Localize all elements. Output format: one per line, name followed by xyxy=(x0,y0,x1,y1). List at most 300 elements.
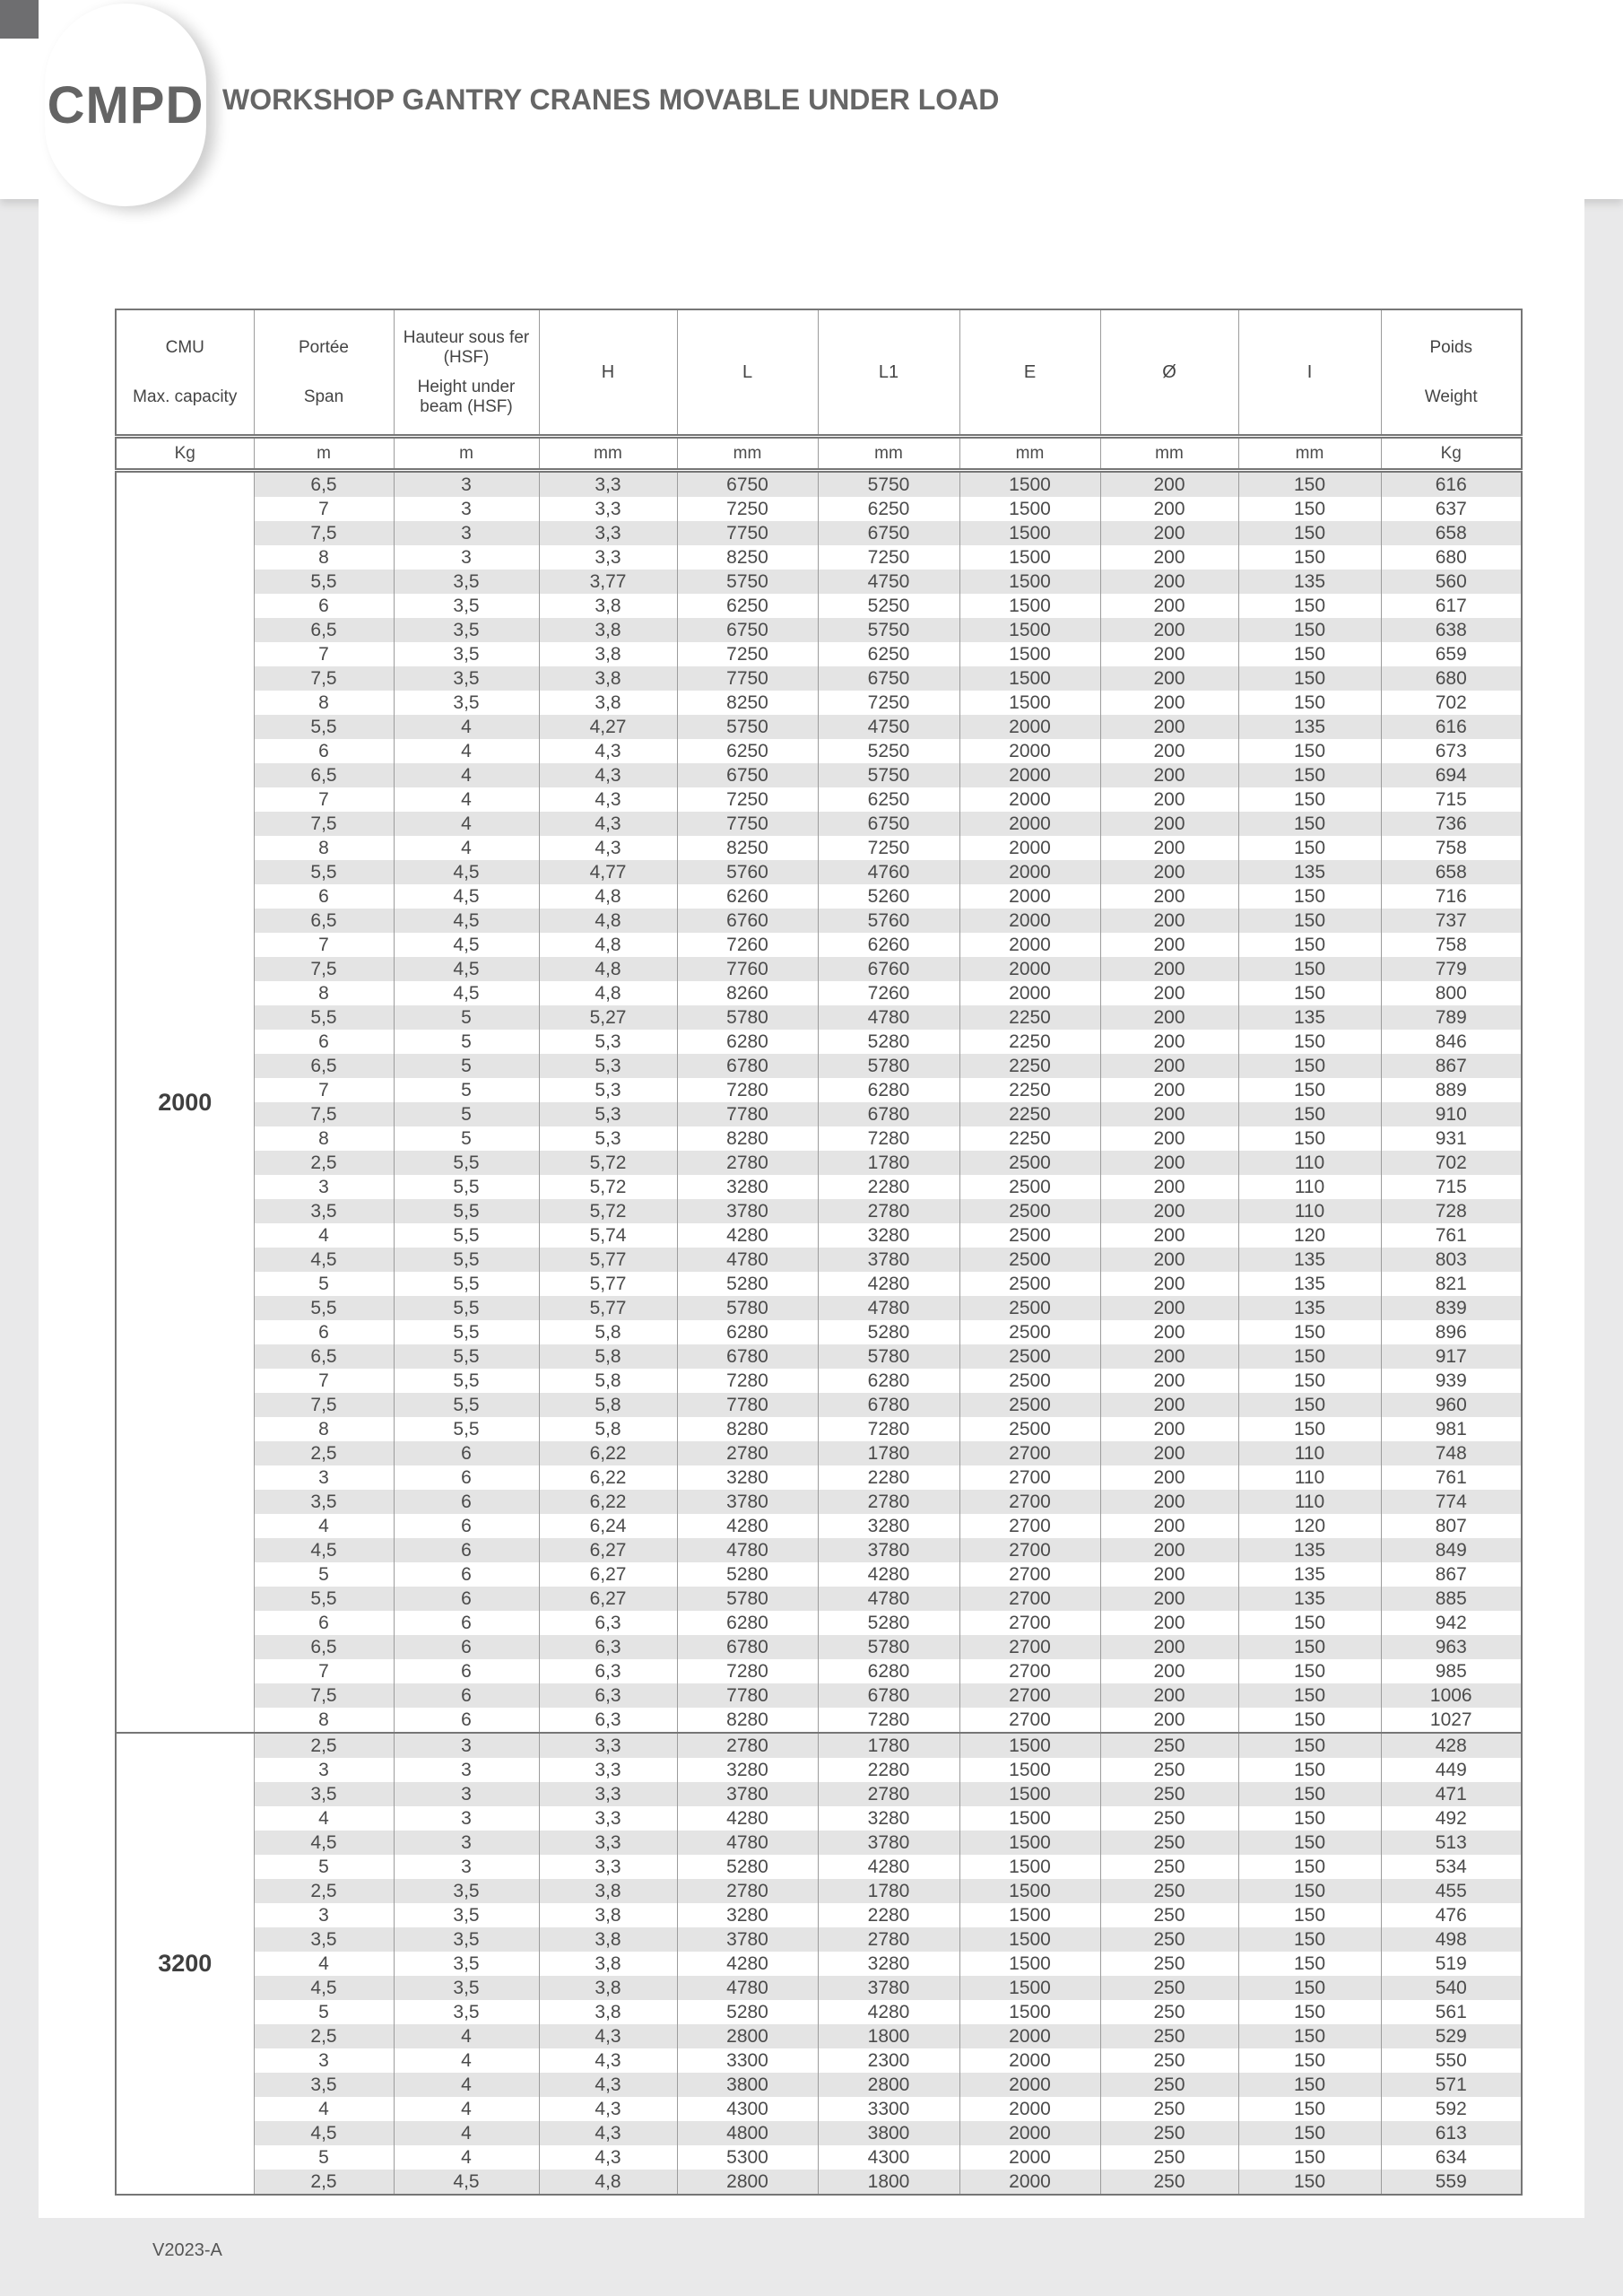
table-cell: 5,3 xyxy=(539,1126,677,1151)
table-cell: 1006 xyxy=(1381,1683,1522,1708)
table-cell: 4,5 xyxy=(394,957,539,981)
data-row xyxy=(116,1708,1522,1733)
data-row xyxy=(116,1758,1522,1782)
table-cell: 5,5 xyxy=(394,1272,539,1296)
table-cell: 200 xyxy=(1100,1102,1238,1126)
table-cell: 3280 xyxy=(677,1465,818,1490)
table-cell: 5750 xyxy=(677,715,818,739)
table-cell: 4,77 xyxy=(539,860,677,884)
table-cell: 150 xyxy=(1238,2024,1381,2048)
table-cell: 200 xyxy=(1100,1708,1238,1733)
table-cell: 3,5 xyxy=(394,570,539,594)
table-cell: 5,8 xyxy=(539,1320,677,1344)
table-cell: 2780 xyxy=(818,1782,959,1806)
table-cell: 150 xyxy=(1238,1393,1381,1417)
table-cell: 846 xyxy=(1381,1030,1522,1054)
table-cell: 4,3 xyxy=(539,812,677,836)
table-cell: 250 xyxy=(1100,1952,1238,1976)
table-cell: 702 xyxy=(1381,1151,1522,1175)
table-cell: 4,8 xyxy=(539,909,677,933)
table-cell: 4,5 xyxy=(254,1976,394,2000)
table-cell: 2,5 xyxy=(254,1879,394,1903)
table-cell: 761 xyxy=(1381,1465,1522,1490)
data-row xyxy=(116,1199,1522,1223)
table-cell: 6,5 xyxy=(254,909,394,933)
data-row xyxy=(116,1078,1522,1102)
table-cell: 637 xyxy=(1381,497,1522,521)
column-header-label: I xyxy=(1306,361,1313,382)
table-cell: 150 xyxy=(1238,933,1381,957)
table-cell: 5,72 xyxy=(539,1151,677,1175)
table-cell: 2700 xyxy=(959,1683,1100,1708)
table-cell: 200 xyxy=(1100,1538,1238,1562)
table-cell: 2250 xyxy=(959,1005,1100,1030)
data-row xyxy=(116,739,1522,763)
table-cell: 1780 xyxy=(818,1879,959,1903)
table-cell: 5,3 xyxy=(539,1030,677,1054)
table-cell: 4280 xyxy=(818,1855,959,1879)
table-cell: 200 xyxy=(1100,618,1238,642)
unit-cell: mm xyxy=(539,437,677,471)
table-cell: 5,77 xyxy=(539,1272,677,1296)
table-cell: 150 xyxy=(1238,1344,1381,1369)
table-cell: 2250 xyxy=(959,1030,1100,1054)
table-cell: 250 xyxy=(1100,2121,1238,2145)
table-cell: 7 xyxy=(254,1078,394,1102)
table-cell: 135 xyxy=(1238,1296,1381,1320)
table-cell: 200 xyxy=(1100,812,1238,836)
data-row xyxy=(116,787,1522,812)
table-cell: 7 xyxy=(254,497,394,521)
table-cell: 592 xyxy=(1381,2097,1522,2121)
table-cell: 200 xyxy=(1100,1320,1238,1344)
table-cell: 1500 xyxy=(959,594,1100,618)
column-header-label-fr: Poids xyxy=(1429,337,1473,357)
table-cell: 758 xyxy=(1381,836,1522,860)
table-cell: 7280 xyxy=(818,1417,959,1441)
table-cell: 7250 xyxy=(818,836,959,860)
table-cell: 3 xyxy=(394,521,539,545)
data-row xyxy=(116,545,1522,570)
table-cell: 150 xyxy=(1238,1102,1381,1126)
table-cell: 1500 xyxy=(959,1952,1100,1976)
table-cell: 4280 xyxy=(677,1223,818,1248)
table-cell: 1780 xyxy=(818,1151,959,1175)
table-cell: 110 xyxy=(1238,1465,1381,1490)
table-cell: 250 xyxy=(1100,2145,1238,2170)
table-cell: 616 xyxy=(1381,471,1522,498)
table-cell: 2000 xyxy=(959,933,1100,957)
table-cell: 200 xyxy=(1100,1030,1238,1054)
table-cell: 3780 xyxy=(677,1490,818,1514)
table-cell: 6280 xyxy=(818,1369,959,1393)
table-cell: 3 xyxy=(394,1733,539,1758)
table-cell: 3300 xyxy=(677,2048,818,2073)
column-header xyxy=(1238,309,1381,437)
table-cell: 150 xyxy=(1238,2000,1381,2024)
table-cell: 2500 xyxy=(959,1151,1100,1175)
table-cell: 6780 xyxy=(818,1683,959,1708)
table-cell: 6,24 xyxy=(539,1514,677,1538)
data-row xyxy=(116,2073,1522,2097)
table-cell: 200 xyxy=(1100,1223,1238,1248)
column-header xyxy=(116,309,254,437)
data-row xyxy=(116,763,1522,787)
table-cell: 5780 xyxy=(677,1296,818,1320)
table-cell: 6780 xyxy=(677,1054,818,1078)
table-cell: 4,3 xyxy=(539,2073,677,2097)
unit-cell: Kg xyxy=(116,437,254,471)
table-cell: 8250 xyxy=(677,691,818,715)
corner-square xyxy=(0,0,39,39)
table-cell: 2000 xyxy=(959,884,1100,909)
table-cell: 135 xyxy=(1238,1272,1381,1296)
table-cell: 6,3 xyxy=(539,1708,677,1733)
table-cell: 7,5 xyxy=(254,1102,394,1126)
table-cell: 1500 xyxy=(959,1782,1100,1806)
table-cell: 2000 xyxy=(959,981,1100,1005)
table-cell: 513 xyxy=(1381,1831,1522,1855)
column-header xyxy=(1381,309,1522,437)
data-row xyxy=(116,1465,1522,1490)
table-cell: 3280 xyxy=(677,1903,818,1927)
data-row xyxy=(116,666,1522,691)
table-cell: 550 xyxy=(1381,2048,1522,2073)
table-cell: 150 xyxy=(1238,836,1381,860)
data-row xyxy=(116,2097,1522,2121)
table-cell: 150 xyxy=(1238,1855,1381,1879)
table-cell: 561 xyxy=(1381,2000,1522,2024)
column-header-label: H xyxy=(601,361,615,382)
table-cell: 110 xyxy=(1238,1199,1381,1223)
table-cell: 5,8 xyxy=(539,1417,677,1441)
table-cell: 6260 xyxy=(818,933,959,957)
table-cell: 4,3 xyxy=(539,2048,677,2073)
table-cell: 5780 xyxy=(818,1344,959,1369)
table-cell: 4 xyxy=(394,812,539,836)
table-cell: 4,5 xyxy=(254,2121,394,2145)
table-cell: 2000 xyxy=(959,2024,1100,2048)
table-cell: 200 xyxy=(1100,1175,1238,1199)
data-row xyxy=(116,1952,1522,1976)
table-cell: 4800 xyxy=(677,2121,818,2145)
table-cell: 7 xyxy=(254,1369,394,1393)
unit-cell: mm xyxy=(677,437,818,471)
table-cell: 150 xyxy=(1238,2170,1381,2195)
column-header xyxy=(394,309,539,437)
table-cell: 5,5 xyxy=(254,1005,394,1030)
table-cell: 3,3 xyxy=(539,1806,677,1831)
table-cell: 200 xyxy=(1100,666,1238,691)
table-cell: 3,3 xyxy=(539,497,677,521)
table-cell: 7,5 xyxy=(254,1683,394,1708)
table-cell: 5 xyxy=(394,1005,539,1030)
table-cell: 4,3 xyxy=(539,763,677,787)
table-cell: 638 xyxy=(1381,618,1522,642)
table-cell: 6250 xyxy=(677,594,818,618)
table-cell: 8250 xyxy=(677,545,818,570)
table-cell: 250 xyxy=(1100,1782,1238,1806)
table-cell: 150 xyxy=(1238,1927,1381,1952)
table-cell: 7250 xyxy=(818,545,959,570)
table-cell: 2250 xyxy=(959,1054,1100,1078)
table-cell: 4780 xyxy=(677,1831,818,1855)
table-cell: 616 xyxy=(1381,715,1522,739)
unit-cell: mm xyxy=(959,437,1100,471)
table-cell: 4,8 xyxy=(539,957,677,981)
table-cell: 7760 xyxy=(677,957,818,981)
table-cell: 6280 xyxy=(677,1030,818,1054)
table-cell: 5,77 xyxy=(539,1296,677,1320)
table-cell: 200 xyxy=(1100,715,1238,739)
table-cell: 2800 xyxy=(677,2170,818,2195)
table-cell: 150 xyxy=(1238,1708,1381,1733)
table-cell: 4,5 xyxy=(394,2170,539,2195)
table-cell: 3,5 xyxy=(394,594,539,618)
table-cell: 2000 xyxy=(959,2097,1100,2121)
table-cell: 7280 xyxy=(677,1659,818,1683)
table-cell: 4300 xyxy=(818,2145,959,2170)
table-cell: 200 xyxy=(1100,1562,1238,1587)
table-cell: 4280 xyxy=(818,1272,959,1296)
table-cell: 1500 xyxy=(959,545,1100,570)
table-cell: 200 xyxy=(1100,570,1238,594)
table-cell: 3,3 xyxy=(539,1733,677,1758)
table-cell: 135 xyxy=(1238,1248,1381,1272)
table-cell: 200 xyxy=(1100,1490,1238,1514)
table-cell: 7280 xyxy=(677,1078,818,1102)
table-cell: 150 xyxy=(1238,1831,1381,1855)
table-cell: 150 xyxy=(1238,1976,1381,2000)
table-cell: 803 xyxy=(1381,1248,1522,1272)
table-cell: 150 xyxy=(1238,1030,1381,1054)
table-cell: 6750 xyxy=(818,812,959,836)
table-cell: 7780 xyxy=(677,1393,818,1417)
table-cell: 715 xyxy=(1381,1175,1522,1199)
table-cell: 3280 xyxy=(677,1758,818,1782)
data-row xyxy=(116,1151,1522,1175)
table-cell: 2700 xyxy=(959,1659,1100,1683)
table-cell: 6 xyxy=(394,1538,539,1562)
table-cell: 7,5 xyxy=(254,957,394,981)
table-cell: 2500 xyxy=(959,1369,1100,1393)
data-row xyxy=(116,957,1522,981)
data-row xyxy=(116,1683,1522,1708)
table-cell: 5,3 xyxy=(539,1078,677,1102)
table-cell: 3 xyxy=(394,471,539,498)
data-row xyxy=(116,618,1522,642)
table-cell: 867 xyxy=(1381,1562,1522,1587)
table-cell: 4,5 xyxy=(254,1538,394,1562)
table-cell: 4,5 xyxy=(394,981,539,1005)
table-cell: 5,5 xyxy=(394,1223,539,1248)
table-cell: 200 xyxy=(1100,471,1238,498)
table-cell: 5,74 xyxy=(539,1223,677,1248)
data-row xyxy=(116,2170,1522,2195)
table-cell: 761 xyxy=(1381,1223,1522,1248)
table-cell: 4 xyxy=(394,715,539,739)
table-cell: 8 xyxy=(254,981,394,1005)
table-cell: 5,8 xyxy=(539,1344,677,1369)
table-cell: 617 xyxy=(1381,594,1522,618)
table-cell: 613 xyxy=(1381,2121,1522,2145)
table-cell: 6280 xyxy=(818,1078,959,1102)
table-cell: 4,3 xyxy=(539,836,677,860)
table-cell: 5,72 xyxy=(539,1199,677,1223)
table-cell: 5280 xyxy=(677,1855,818,1879)
table-cell: 5,5 xyxy=(394,1175,539,1199)
table-cell: 6 xyxy=(394,1587,539,1611)
table-cell: 3 xyxy=(254,1465,394,1490)
table-cell: 2700 xyxy=(959,1562,1100,1587)
table-cell: 5,5 xyxy=(254,1587,394,1611)
table-cell: 673 xyxy=(1381,739,1522,763)
table-cell: 4280 xyxy=(818,1562,959,1587)
table-cell: 3280 xyxy=(818,1806,959,1831)
table-cell: 3,5 xyxy=(254,2073,394,2097)
table-cell: 3,8 xyxy=(539,1903,677,1927)
table-cell: 7,5 xyxy=(254,521,394,545)
table-cell: 200 xyxy=(1100,1659,1238,1683)
table-cell: 4,5 xyxy=(394,909,539,933)
table-cell: 7280 xyxy=(818,1708,959,1733)
table-cell: 135 xyxy=(1238,1005,1381,1030)
table-cell: 200 xyxy=(1100,497,1238,521)
table-cell: 3,3 xyxy=(539,1782,677,1806)
table-cell: 4,8 xyxy=(539,981,677,1005)
table-cell: 200 xyxy=(1100,1151,1238,1175)
table-cell: 3300 xyxy=(818,2097,959,2121)
table-cell: 7 xyxy=(254,787,394,812)
table-cell: 2780 xyxy=(677,1151,818,1175)
table-cell: 6 xyxy=(254,1030,394,1054)
table-cell: 3780 xyxy=(677,1927,818,1952)
table-cell: 1500 xyxy=(959,1831,1100,1855)
table-cell: 6 xyxy=(254,739,394,763)
table-cell: 2,5 xyxy=(254,1733,394,1758)
column-header-label-en: Height under beam (HSF) xyxy=(417,377,516,416)
table-cell: 2780 xyxy=(818,1199,959,1223)
table-cell: 120 xyxy=(1238,1223,1381,1248)
table-cell: 4 xyxy=(394,2145,539,2170)
table-cell: 4,27 xyxy=(539,715,677,739)
data-row xyxy=(116,1054,1522,1078)
table-cell: 4,8 xyxy=(539,884,677,909)
table-cell: 6280 xyxy=(677,1320,818,1344)
table-cell: 150 xyxy=(1238,1611,1381,1635)
table-cell: 250 xyxy=(1100,1903,1238,1927)
table-cell: 2500 xyxy=(959,1393,1100,1417)
table-cell: 1500 xyxy=(959,691,1100,715)
table-cell: 7250 xyxy=(677,497,818,521)
table-cell: 6,22 xyxy=(539,1490,677,1514)
data-row xyxy=(116,1733,1522,1758)
table-cell: 150 xyxy=(1238,521,1381,545)
table-cell: 5 xyxy=(394,1078,539,1102)
table-cell: 200 xyxy=(1100,1417,1238,1441)
table-cell: 150 xyxy=(1238,1879,1381,1903)
table-cell: 3,8 xyxy=(539,1976,677,2000)
page-body xyxy=(39,199,1584,2218)
table-cell: 2500 xyxy=(959,1296,1100,1320)
table-cell: 2250 xyxy=(959,1126,1100,1151)
data-row xyxy=(116,1441,1522,1465)
table-cell: 150 xyxy=(1238,1733,1381,1758)
table-cell: 200 xyxy=(1100,545,1238,570)
table-cell: 200 xyxy=(1100,884,1238,909)
data-row xyxy=(116,1782,1522,1806)
table-cell: 7260 xyxy=(818,981,959,1005)
table-cell: 5280 xyxy=(677,1272,818,1296)
table-cell: 1500 xyxy=(959,497,1100,521)
data-row xyxy=(116,1855,1522,1879)
data-row xyxy=(116,812,1522,836)
table-cell: 110 xyxy=(1238,1441,1381,1465)
table-cell: 1500 xyxy=(959,1758,1100,1782)
table-cell: 150 xyxy=(1238,1806,1381,1831)
column-header xyxy=(539,309,677,437)
table-cell: 1500 xyxy=(959,642,1100,666)
table-cell: 4780 xyxy=(818,1005,959,1030)
table-cell: 200 xyxy=(1100,1611,1238,1635)
table-cell: 4300 xyxy=(677,2097,818,2121)
table-cell: 250 xyxy=(1100,1733,1238,1758)
table-cell: 5,5 xyxy=(394,1296,539,1320)
table-cell: 200 xyxy=(1100,1248,1238,1272)
data-row xyxy=(116,1611,1522,1635)
table-cell: 889 xyxy=(1381,1078,1522,1102)
table-cell: 4280 xyxy=(677,1952,818,1976)
table-cell: 2000 xyxy=(959,2170,1100,2195)
table-cell: 200 xyxy=(1100,1126,1238,1151)
table-cell: 150 xyxy=(1238,594,1381,618)
table-cell: 2780 xyxy=(677,1441,818,1465)
table-cell: 2280 xyxy=(818,1903,959,1927)
table-cell: 2000 xyxy=(959,715,1100,739)
table-cell: 6250 xyxy=(818,642,959,666)
table-cell: 6750 xyxy=(677,763,818,787)
table-cell: 250 xyxy=(1100,1758,1238,1782)
table-cell: 4 xyxy=(394,2024,539,2048)
table-cell: 150 xyxy=(1238,812,1381,836)
table-cell: 5,5 xyxy=(254,715,394,739)
table-cell: 1027 xyxy=(1381,1708,1522,1733)
table-cell: 3,5 xyxy=(394,666,539,691)
table-cell: 5,5 xyxy=(394,1344,539,1369)
table-cell: 3 xyxy=(394,497,539,521)
table-cell: 7750 xyxy=(677,812,818,836)
data-row xyxy=(116,1320,1522,1344)
table-cell: 8 xyxy=(254,1708,394,1733)
table-cell: 789 xyxy=(1381,1005,1522,1030)
table-cell: 7,5 xyxy=(254,812,394,836)
table-cell: 2800 xyxy=(677,2024,818,2048)
table-cell: 200 xyxy=(1100,1199,1238,1223)
table-cell: 3 xyxy=(254,2048,394,2073)
table-cell: 6 xyxy=(254,1320,394,1344)
table-cell: 150 xyxy=(1238,618,1381,642)
table-cell: 5280 xyxy=(677,1562,818,1587)
table-cell: 5,8 xyxy=(539,1393,677,1417)
table-cell: 8 xyxy=(254,1126,394,1151)
table-cell: 985 xyxy=(1381,1659,1522,1683)
table-cell: 200 xyxy=(1100,1441,1238,1465)
table-cell: 250 xyxy=(1100,1927,1238,1952)
table-cell: 200 xyxy=(1100,909,1238,933)
table-cell: 6 xyxy=(254,884,394,909)
table-cell: 534 xyxy=(1381,1855,1522,1879)
table-cell: 3,8 xyxy=(539,1879,677,1903)
